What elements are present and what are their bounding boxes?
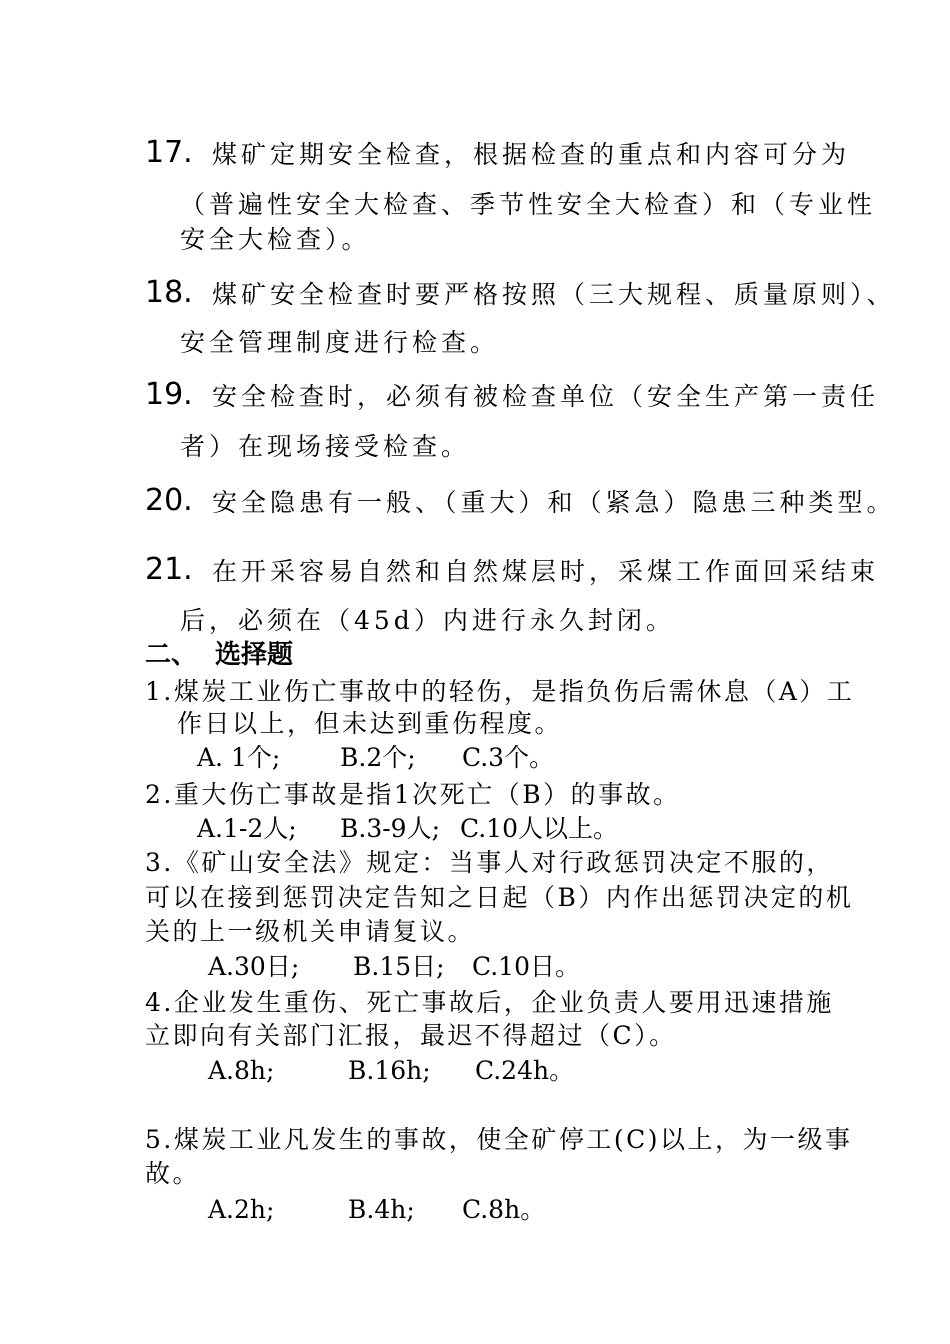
item-number: 20. [145,483,193,518]
option-b: B.4h; [348,1195,415,1224]
option-c: C.24h。 [475,1056,575,1085]
question-text-line: 可以在接到惩罚决定告知之日起（B）内作出惩罚决定的机 [145,883,854,912]
item-text-line: 后，必须在（45d）内进行永久封闭。 [180,606,675,635]
item-number: 21. [145,552,193,587]
question-text-line: 关的上一级机关申请复议。 [145,917,476,946]
item-text-line: 煤矿定期安全检查，根据检查的重点和内容可分为 [212,140,851,169]
option-a: A.8h; [208,1056,275,1085]
item-text-line: 安全大检查）。 [180,225,371,254]
question-text-line: 1.煤炭工业伤亡事故中的轻伤，是指负伤后需休息（A）工 [145,677,855,706]
question-text-line: 3.《矿山安全法》规定：当事人对行政惩罚决定不服的， [145,848,834,877]
question-text-line: 立即向有关部门汇报，最迟不得超过（C）。 [145,1021,677,1050]
item-text-line: （普遍性安全大检查、季节性安全大检查）和（专业性 [180,190,877,219]
option-c: C.8h。 [462,1195,546,1224]
option-b: B.2个; [340,743,416,772]
section-title: 选择题 [215,640,294,670]
option-a: A.30日; [208,952,300,981]
item-text-line: 在开采容易自然和自然煤层时，采煤工作面回采结束 [212,557,880,586]
item-number: 17. [145,135,193,170]
question-text-line: 故。 [145,1159,201,1188]
question-text-line: 2.重大伤亡事故是指1次死亡（B）的事故。 [145,780,681,809]
option-c: C.10人以上。 [460,814,618,843]
question-text-line: 4.企业发生重伤、死亡事故后，企业负责人要用迅速措施 [145,988,834,1017]
item-number: 18. [145,275,193,310]
option-c: C.10日。 [472,952,580,981]
section-number: 二、 [145,640,198,670]
option-a: A.1-2人; [197,814,297,843]
question-text-line: 5.煤炭工业凡发生的事故，使全矿停工(C)以上，为一级事 [145,1125,853,1154]
option-c: C.3个。 [462,743,555,772]
item-text-line: 者）在现场接受检查。 [180,432,471,461]
item-text-line: 安全管理制度进行检查。 [180,328,500,357]
item-text-line: 安全隐患有一般、（重大）和（紧急）隐患三种类型。 [212,488,896,517]
item-text-line: 煤矿安全检查时要严格按照（三大规程、质量原则）、 [212,280,896,309]
option-b: B.15日; [353,952,445,981]
item-text-line: 安全检查时，必须有被检查单位（安全生产第一责任 [212,382,880,411]
option-b: B.16h; [348,1056,431,1085]
option-a: A. 1个; [197,743,281,772]
item-number: 19. [145,377,193,412]
option-a: A.2h; [208,1195,275,1224]
question-text-line: 作日以上，但未达到重伤程度。 [177,709,563,738]
option-b: B.3-9人; [340,814,441,843]
